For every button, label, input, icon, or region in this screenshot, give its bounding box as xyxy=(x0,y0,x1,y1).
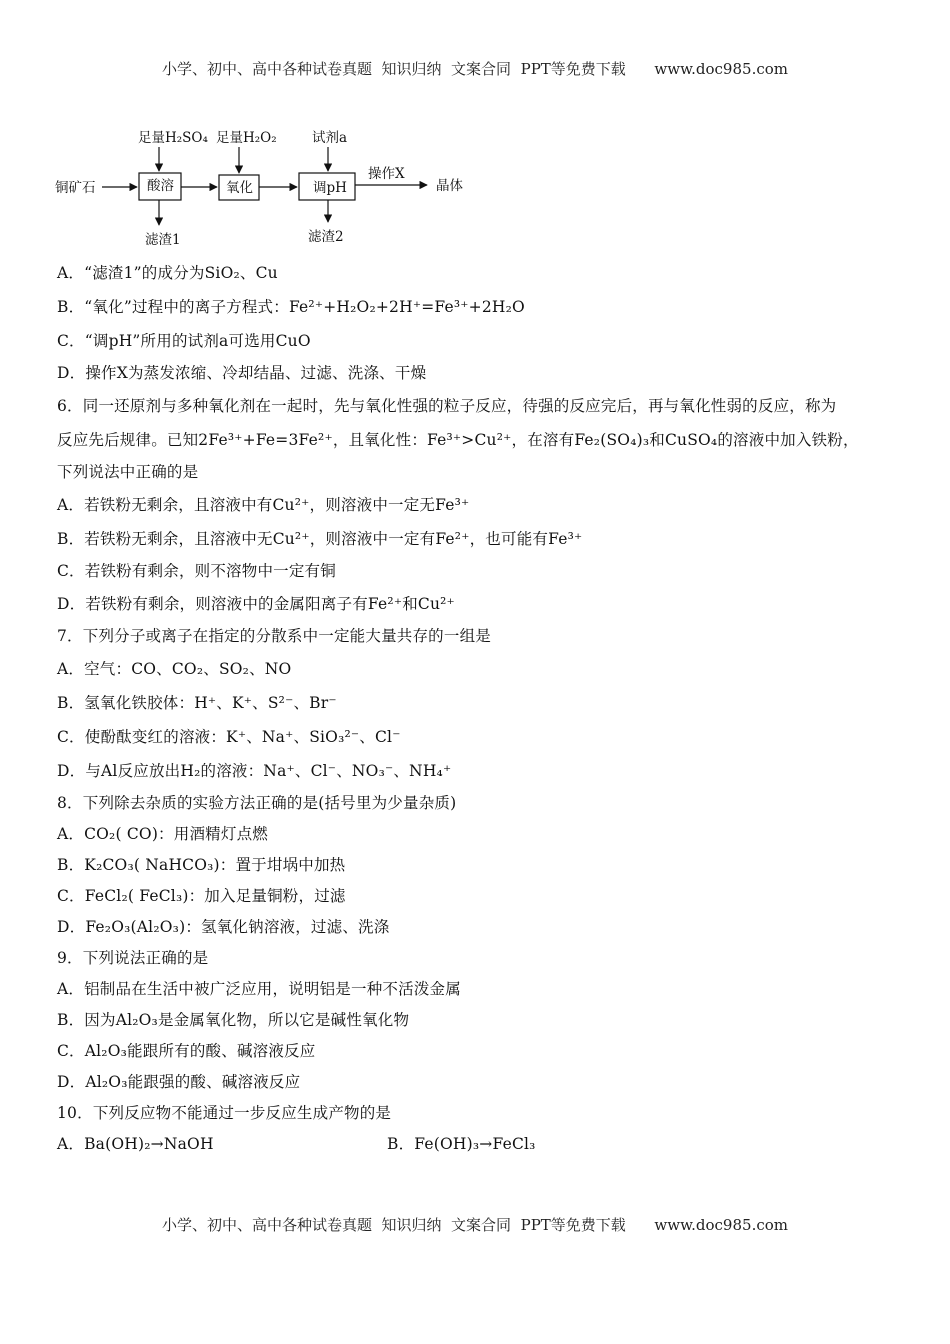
q9-option-b: B．因为Al₂O₃是金属氧化物，所以它是碱性氧化物 xyxy=(57,1011,410,1029)
q8-stem: 8．下列除去杂质的实验方法正确的是(括号里为少量杂质) xyxy=(57,794,457,812)
flow-reagent-3: 试剂a xyxy=(312,130,348,146)
page-footer: 小学、初中、高中各种试卷真题 知识归纳 文案合同 PPT等免费下载 www.doc985.com xyxy=(161,1216,788,1234)
q7-option-c: C．使酚酞变红的溶液：K⁺、Na⁺、SiO₃²⁻、Cl⁻ xyxy=(57,728,401,746)
q6-option-a: A．若铁粉无剩余，且溶液中有Cu²⁺，则溶液中一定无Fe³⁺ xyxy=(57,496,470,514)
flow-reagent-2: 足量H₂O₂ xyxy=(216,130,277,146)
flow-product-label: 晶体 xyxy=(436,178,463,194)
q6-option-d: D．若铁粉有剩余，则溶液中的金属阳离子有Fe²⁺和Cu²⁺ xyxy=(57,595,455,613)
q5-option-a: A．“滤渣1”的成分为SiO₂、Cu xyxy=(57,264,278,282)
q7-stem: 7．下列分子或离子在指定的分散系中一定能大量共存的一组是 xyxy=(57,627,491,645)
flow-residue-2: 滤渣2 xyxy=(308,229,344,245)
q10-option-a: A．Ba(OH)₂→NaOH xyxy=(57,1135,214,1153)
q6-stem-2: 反应先后规律。已知2Fe³⁺+Fe=3Fe²⁺，且氧化性：Fe³⁺>Cu²⁺，在溶有Fe₂(SO₄)₃和CuSO₄的溶液中加入铁粉， xyxy=(57,431,859,449)
q9-stem: 9．下列说法正确的是 xyxy=(57,949,209,967)
flow-box-3-label: 调pH xyxy=(313,180,347,196)
q9-option-d: D．Al₂O₃能跟强的酸、碱溶液反应 xyxy=(57,1073,301,1091)
q6-option-c: C．若铁粉有剩余，则不溶物中一定有铜 xyxy=(57,562,336,580)
q10-option-b: B．Fe(OH)₃→FeCl₃ xyxy=(387,1135,536,1153)
flow-box-2-label: 氧化 xyxy=(226,180,253,196)
q10-options-row xyxy=(57,1129,907,1160)
flow-start-label: 铜矿石 xyxy=(55,180,96,196)
q7-option-b: B．氢氧化铁胶体：H⁺、K⁺、S²⁻、Br⁻ xyxy=(57,694,337,712)
q8-option-c: C．FeCl₂( FeCl₃)：加入足量铜粉，过滤 xyxy=(57,887,346,905)
flow-reagent-1: 足量H₂SO₄ xyxy=(138,130,208,146)
q8-option-b: B．K₂CO₃( NaHCO₃)：置于坩埚中加热 xyxy=(57,856,346,874)
question-body xyxy=(57,256,907,1160)
q8-option-a: A．CO₂( CO)：用酒精灯点燃 xyxy=(57,825,268,843)
process-flowchart xyxy=(55,120,495,255)
q5-option-c: C．“调pH”所用的试剂a可选用CuO xyxy=(57,332,311,350)
q10-stem: 10．下列反应物不能通过一步反应生成产物的是 xyxy=(57,1104,392,1122)
flow-box-1-label: 酸溶 xyxy=(147,178,174,194)
q6-option-b: B．若铁粉无剩余，且溶液中无Cu²⁺，则溶液中一定有Fe²⁺，也可能有Fe³⁺ xyxy=(57,530,583,548)
q7-option-d: D．与Al反应放出H₂的溶液：Na⁺、Cl⁻、NO₃⁻、NH₄⁺ xyxy=(57,762,452,780)
q6-stem-3: 下列说法中正确的是 xyxy=(57,463,199,481)
flow-operation-label: 操作X xyxy=(368,166,405,182)
page-header: 小学、初中、高中各种试卷真题 知识归纳 文案合同 PPT等免费下载 www.doc985.com xyxy=(161,60,788,78)
q5-option-b: B．“氧化”过程中的离子方程式：Fe²⁺+H₂O₂+2H⁺=Fe³⁺+2H₂O xyxy=(57,298,525,316)
q9-option-c: C．Al₂O₃能跟所有的酸、碱溶液反应 xyxy=(57,1042,316,1060)
q8-option-d: D．Fe₂O₃(Al₂O₃)：氢氧化钠溶液，过滤、洗涤 xyxy=(57,918,390,936)
q5-option-d: D．操作X为蒸发浓缩、冷却结晶、过滤、洗涤、干燥 xyxy=(57,364,427,382)
q9-option-a: A．铝制品在生活中被广泛应用，说明铝是一种不活泼金属 xyxy=(57,980,461,998)
q7-option-a: A．空气：CO、CO₂、SO₂、NO xyxy=(57,660,292,678)
q6-stem-1: 6．同一还原剂与多种氧化剂在一起时，先与氧化性强的粒子反应，待强的反应完后，再与氧化性弱的反应，称为 xyxy=(57,397,837,415)
flow-residue-1: 滤渣1 xyxy=(145,232,181,248)
